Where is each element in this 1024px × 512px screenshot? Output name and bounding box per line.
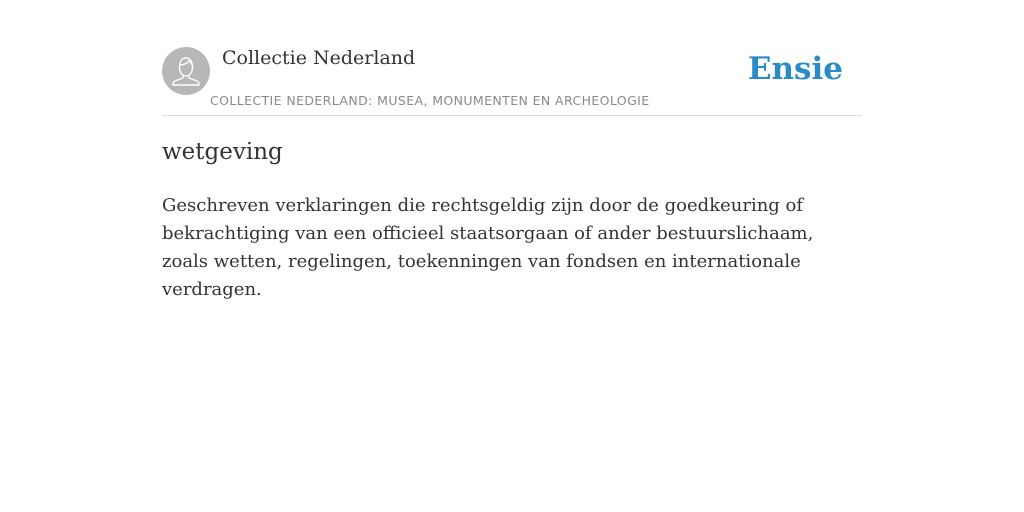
entry-header xyxy=(162,46,862,116)
author-avatar[interactable] xyxy=(162,47,210,95)
user-silhouette-icon xyxy=(162,47,210,95)
ensie-logo[interactable]: Ensie xyxy=(747,51,843,87)
source-label-link[interactable]: COLLECTIE NEDERLAND: MUSEA, MONUMENTEN EN ARCHEOLOGIE xyxy=(210,93,650,108)
definition-text: Geschreven verklaringen die rechtsgeldig zijn door de goedkeuring of bekrachtiging van een officieel staatsorgaan of ander bestuurslichaam, zoals wetten, regelingen, toekenningen van fondsen en internationale verdragen. xyxy=(162,195,814,300)
author-name-link[interactable]: Collectie Nederland xyxy=(222,47,416,69)
term-title: wetgeving xyxy=(162,139,283,165)
